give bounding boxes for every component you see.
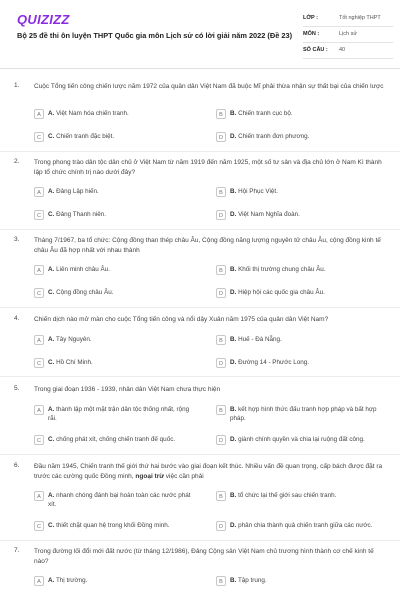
option-label: D. [230, 522, 237, 529]
question-text: Trong giai đoạn 1936 - 1939, nhân dân Việt Nam chưa thực hiện [34, 386, 221, 393]
meta-label: SỐ CÂU : [303, 47, 328, 53]
option-label: B. [230, 336, 237, 343]
option-text: giành chính quyền và chia lại ruộng đất công. [238, 436, 365, 443]
option-text: kết hợp hình thức đấu tranh hợp pháp và bất hợp pháp. [230, 406, 377, 422]
option-label: D. [230, 133, 237, 140]
option-text: tổ chức lại thế giới sau chiến tranh. [238, 492, 337, 499]
meta-value: Lịch sử [339, 31, 358, 37]
option-letter-box: A [34, 405, 44, 415]
option-letter-box: D [216, 210, 226, 220]
question-text-part: Đầu năm 1945, Chiến tranh thế giới thứ hai bước vào giai đoạn kết thúc. Nhiều vấn đề quan trọng, cấp bách được đặt ra trước các cường quốc Đồng minh, [34, 463, 383, 480]
meta-row-subject [303, 29, 393, 43]
option-letter-box: D [216, 132, 226, 142]
option-text: Tây Nguyên. [55, 336, 92, 343]
option-letter-box: B [216, 109, 226, 119]
option-letter-box: A [34, 491, 44, 501]
question-text: Trong đường lối đổi mới đất nước (từ tháng 12/1986), Đảng Cộng sản Việt Nam chủ trương hình thành cơ chế kinh tế nào? [34, 548, 374, 565]
option-label: C. [48, 289, 55, 296]
option-letter-box: D [216, 288, 226, 298]
option-letter-box: A [34, 109, 44, 119]
option-label: D. [230, 359, 237, 366]
option-text: Chiến tranh cục bộ. [238, 110, 293, 117]
option-label: D. [230, 289, 237, 296]
option-text: thành lập một mặt trận dân tộc thống nhất, rộng rãi. [48, 406, 190, 422]
option-letter-box: B [216, 405, 226, 415]
question-text: Cuộc Tổng tiến công chiến lược năm 1972 của quân dân Việt Nam đã buộc Mĩ phải thừa nhận sự thất bại của chiến lược [34, 83, 384, 90]
question-number: 3. [14, 236, 20, 243]
option-text: Đường 14 - Phước Long. [238, 359, 310, 366]
option-label: C. [48, 522, 55, 529]
option-text: thiết chặt quan hệ trong khối Đồng minh. [56, 522, 170, 529]
option-letter-box: C [34, 132, 44, 142]
option-letter-box: A [34, 187, 44, 197]
option-text: Chiến tranh đặc biệt. [56, 133, 115, 140]
question-text: Tháng 7/1967, ba tổ chức: Cộng đồng than thép châu Âu, Cộng đồng năng lượng nguyên tử châu Âu, cộng đồng kinh tế châu Âu đã hợp nhất với nhau thành [34, 237, 381, 254]
option-label: B. [230, 188, 237, 195]
question-text: Trong phong trào dân tộc dân chủ ở Việt Nam từ năm 1919 đến năm 1925, một số tư sản và địa chủ lớn ở Nam Kì thành lập tổ chức chính trị nào dưới đây? [34, 159, 382, 176]
option-label: B. [230, 406, 237, 413]
option-text: Cộng đồng châu Âu. [56, 289, 114, 296]
option-text: Khối thị trường chung châu Âu. [238, 266, 326, 273]
option-text: nhanh chóng đánh bại hoàn toàn các nước phát xít. [48, 492, 191, 508]
question-text-emphasis: ngoại trừ [135, 472, 164, 480]
option-text: Đảng Lập hiến. [56, 188, 99, 195]
header [0, 0, 400, 68]
question-number: 2. [14, 158, 20, 165]
question-divider [0, 229, 400, 230]
option-letter-box: A [34, 265, 44, 275]
option-label: C. [48, 133, 55, 140]
option-text: Hiệp hội các quốc gia châu Âu. [238, 289, 325, 296]
option-letter-box: C [34, 358, 44, 368]
option-label: D. [230, 211, 237, 218]
question-number: 6. [14, 462, 20, 469]
option-text: Việt Nam Nghĩa đoàn. [238, 211, 300, 218]
question-text: Chiến dịch nào mở màn cho cuộc Tổng tiến công và nổi dậy Xuân năm 1975 của quân dân Việt Nam? [34, 316, 329, 323]
option-letter-box: C [34, 210, 44, 220]
question-text-part: việc cần phải [163, 472, 204, 480]
question-divider [0, 307, 400, 308]
option-text: Liên minh châu Âu. [56, 266, 110, 273]
meta-label: LỚP : [303, 15, 318, 21]
option-label: A. [48, 492, 55, 499]
question-number: 4. [14, 315, 20, 322]
option-label: C. [48, 436, 55, 443]
option-text: Đảng Thanh niên. [56, 211, 107, 218]
question-number: 5. [14, 385, 20, 392]
option-label: A. [48, 266, 55, 273]
option-label: B. [230, 266, 237, 273]
option-label: D. [230, 436, 237, 443]
option-letter-box: B [216, 576, 226, 586]
option-letter-box: C [34, 288, 44, 298]
option-label: B. [230, 110, 237, 117]
option-letter-box: C [34, 521, 44, 531]
option-label: A. [48, 577, 55, 584]
option-label: A. [48, 336, 55, 343]
option-letter-box: B [216, 491, 226, 501]
quizizz-logo: QUIZIZZ [17, 12, 70, 27]
option-text: Hội Phục Việt. [238, 188, 278, 195]
meta-row-count [303, 45, 393, 59]
option-label: A. [48, 188, 55, 195]
question-number: 1. [14, 82, 20, 89]
question-number: 7. [14, 547, 20, 554]
meta-row-grade [303, 13, 393, 27]
option-letter-box: D [216, 358, 226, 368]
meta-label: MÔN : [303, 31, 320, 37]
meta-info [303, 13, 393, 61]
option-label: B. [230, 577, 237, 584]
option-letter-box: B [216, 335, 226, 345]
option-letter-box: B [216, 265, 226, 275]
option-text: chống phát xít, chống chiến tranh đế quốc. [56, 436, 176, 443]
question-text [34, 462, 386, 481]
question-divider [0, 376, 400, 377]
option-letter-box: D [216, 521, 226, 531]
option-label: B. [230, 492, 237, 499]
option-text: Huế - Đà Nẵng. [238, 336, 282, 343]
header-divider [0, 68, 400, 69]
option-text: Chiến tranh đơn phương. [238, 133, 310, 140]
option-letter-box: B [216, 187, 226, 197]
option-label: C. [48, 359, 55, 366]
option-text: Hồ Chí Minh. [56, 359, 93, 366]
option-letter-box: C [34, 435, 44, 445]
meta-value: Tốt nghiệp THPT [339, 15, 381, 21]
question-divider [0, 540, 400, 541]
option-letter-box: A [34, 576, 44, 586]
option-text: phân chia thành quả chiến tranh giữa các nước. [238, 522, 373, 529]
question-divider [0, 151, 400, 152]
page-title: Bộ 25 đề thi ôn luyện THPT Quốc gia môn Lịch sử có lời giải năm 2022 (Đề 23) [17, 31, 293, 40]
option-text: Thị trường. [55, 577, 88, 584]
option-label: A. [48, 406, 55, 413]
option-letter-box: D [216, 435, 226, 445]
option-text: Việt Nam hóa chiến tranh. [56, 110, 129, 117]
option-label: A. [48, 110, 55, 117]
meta-value: 40 [339, 47, 346, 53]
option-label: C. [48, 211, 55, 218]
option-text: Tập trung. [237, 577, 267, 584]
option-letter-box: A [34, 335, 44, 345]
question-divider [0, 454, 400, 455]
